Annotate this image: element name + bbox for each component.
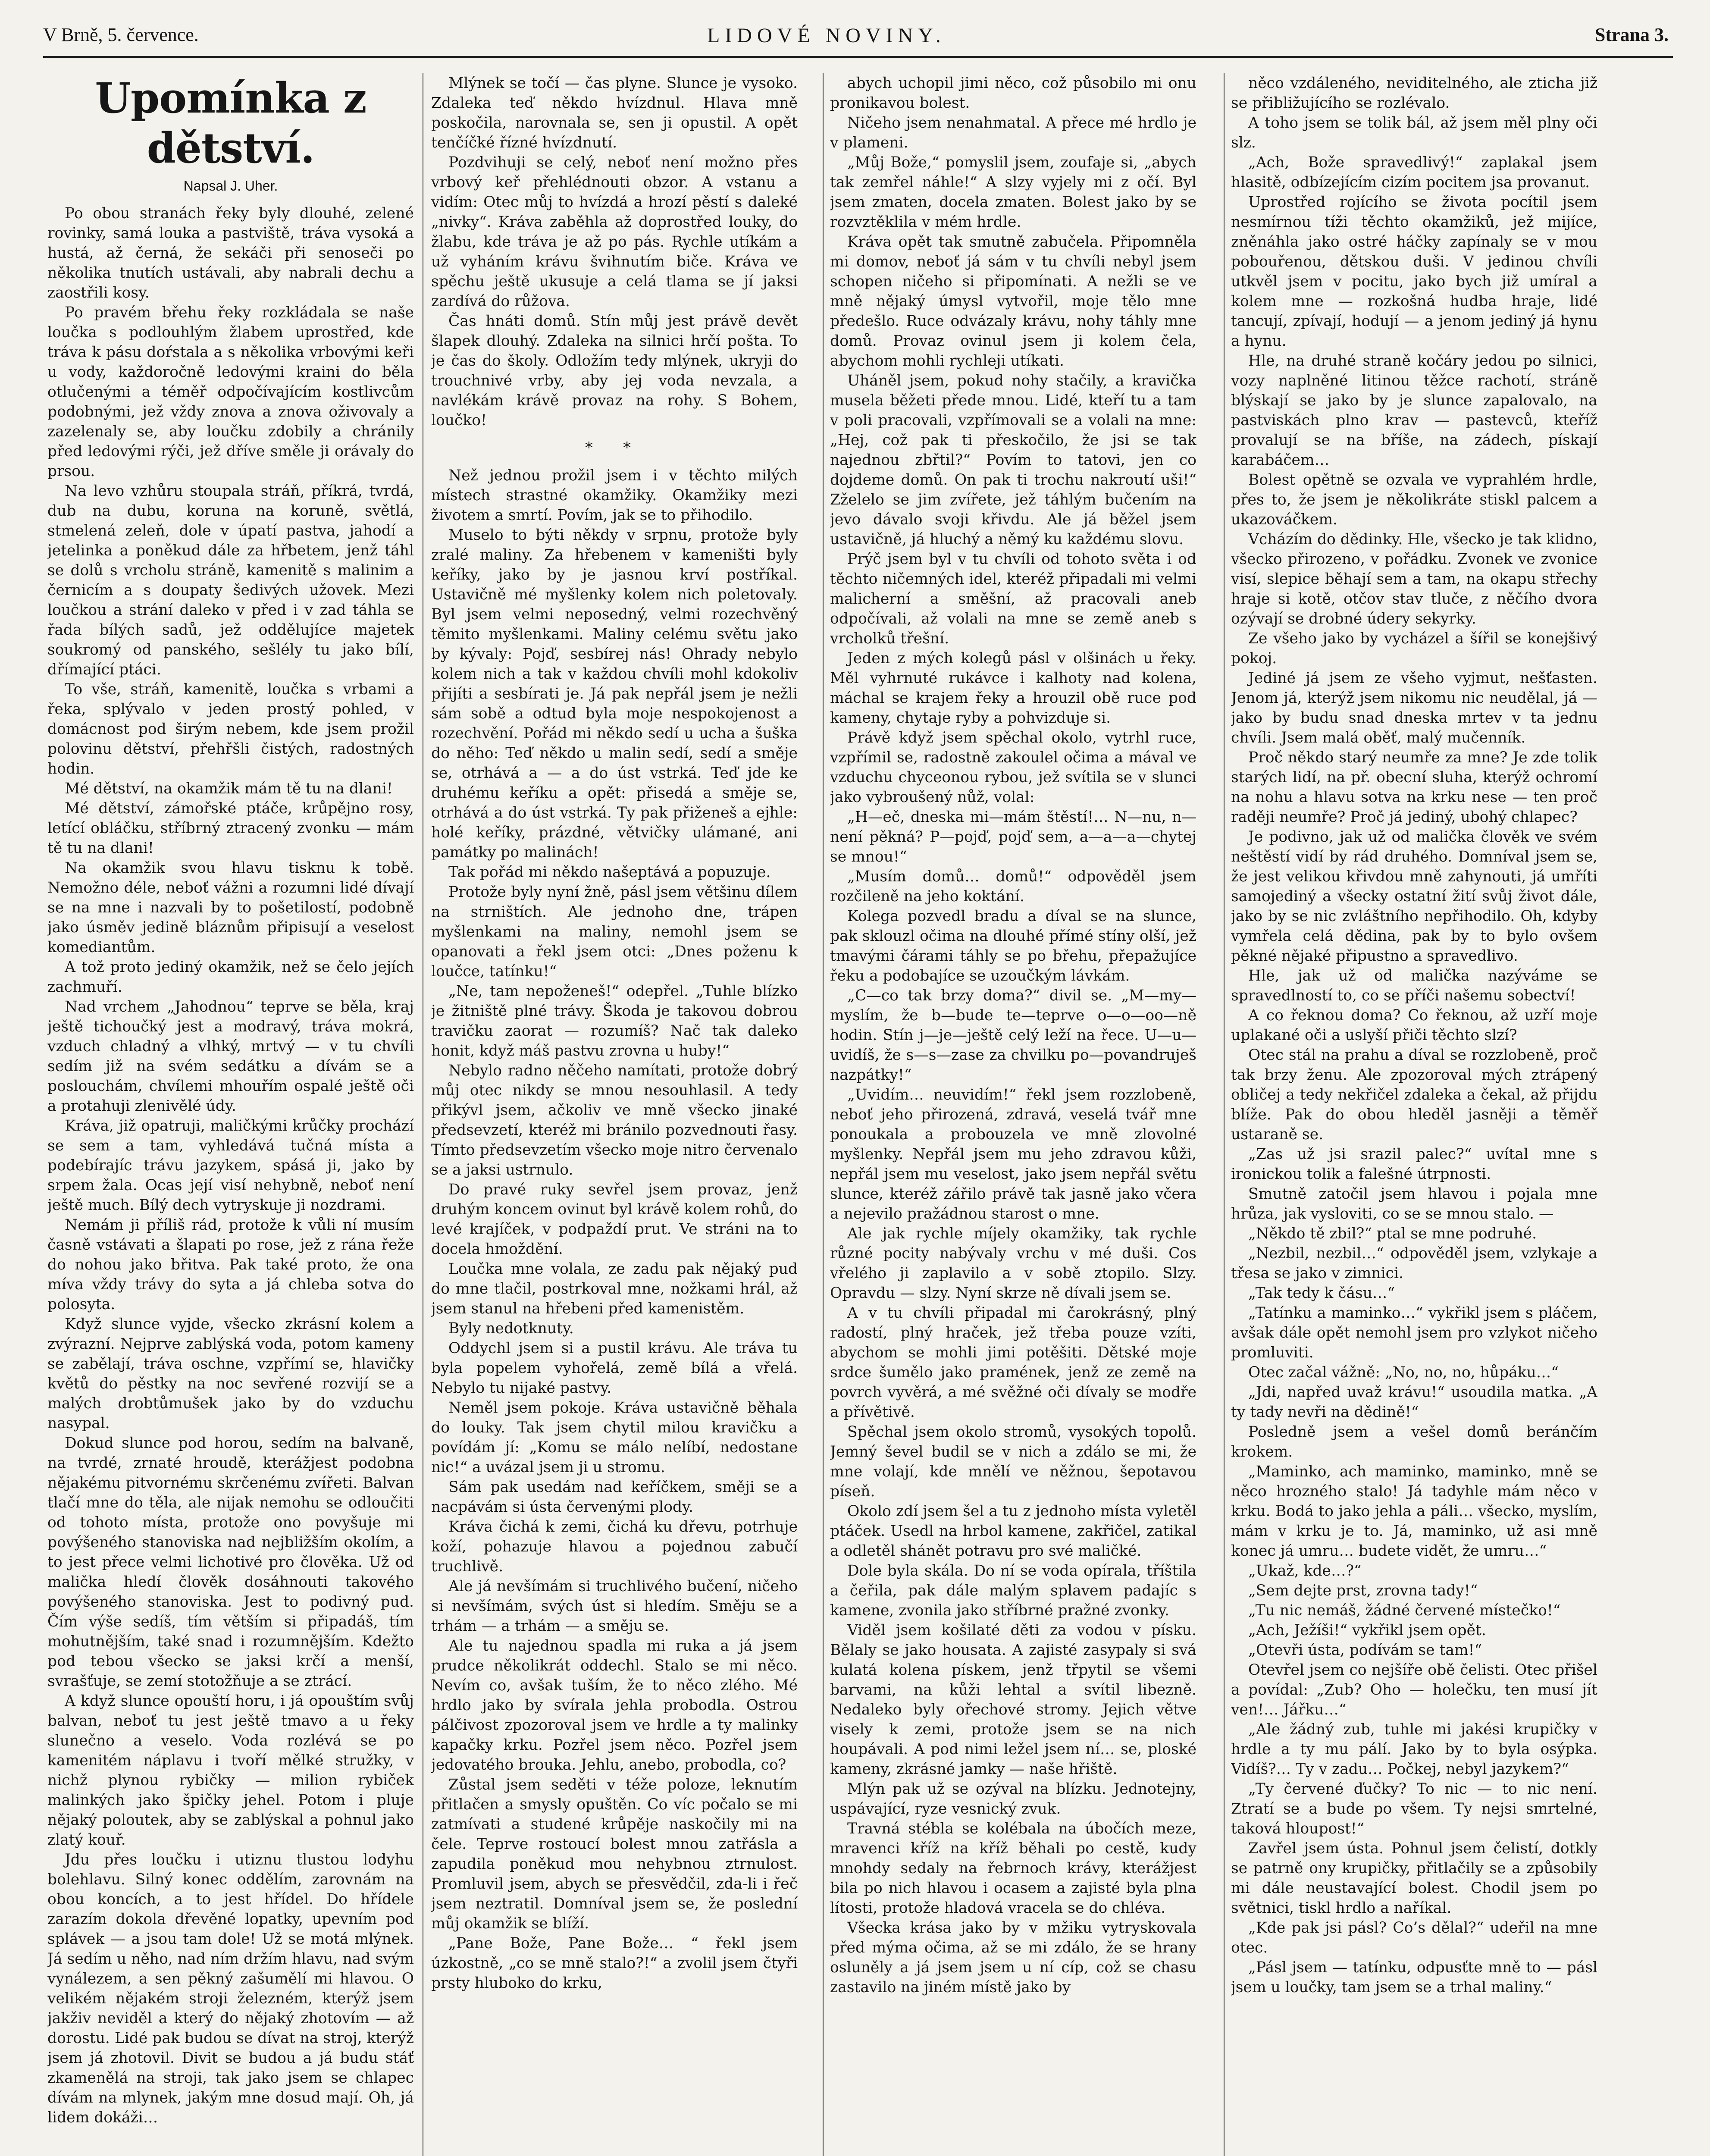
column-4	[1231, 73, 1597, 2156]
issue-date: V Brně, 5. července.	[43, 24, 199, 45]
article-paragraph: Uháněl jsem, pokud nohy stačily, a kravička musela běžeti přede mnou. Lidé, kteří tu a tam v poli pracovali, vzpřímovali se a volali na mne: „Hej, což pak ti přeskočilo, že jsi se tak najednou zbřtil?“ Povím to tatovi, jen co dojdeme domů. On pak ti trochu nakroutí uši!“ Zželelo se jim zvířete, jež táhlým bučením na jevo dávalo svoji křivdu. Ale já běžel jsem ustavičně, já hluchý a němý ku každému slovu.	[830, 372, 1196, 548]
article-paragraph: Kráva, již opatruji, maličkými krůčky prochází se sem a tam, vyhledává tučná místa a podebírajíc trávu jazykem, spásá ji, jako by srpem žala. Ocas její visí nehybně, neboť není ještě much. Bílý dech vytryskuje ji nozdrami.	[47, 1117, 414, 1214]
article-paragraph: „Můj Bože,“ pomyslil jsem, zoufaje si, „abych tak zemřel náhle!“ A slzy vyjely mi z očí. Byl jsem zmaten, docela zmaten. Bolest jako by se rozvztěklila v mém hrdle.	[830, 154, 1196, 231]
article-paragraph: „Pane Bože, Pane Bože… “ řekl jsem úzkostně, „co se mně stalo?!“ a zvolil jsem čtyři prsty hluboko do krku,	[431, 1935, 798, 1992]
article-paragraph: „Sem dejte prst, zrovna tady!“	[1248, 1582, 1478, 1599]
article-paragraph: A toho jsem se tolik bál, až jsem měl plny oči slz.	[1231, 114, 1597, 151]
article-paragraph: „Jdi, napřed uvaž krávu!“ usoudila matka. „A ty tady nevři na dědině!“	[1231, 1384, 1597, 1421]
article-paragraph: Posledně jsem a vešel domů beránčím krokem.	[1231, 1423, 1597, 1460]
article-paragraph: To vše, stráň, kamenitě, loučka s vrbami a řeka, splývalo v jeden prostý pohled, v domácnost pod širým nebem, kde jsem prožil polovinu dětství, přehřšli čistých, radostných hodin.	[47, 681, 414, 777]
article-paragraph: Kolega pozvedl bradu a díval se na slunce, pak sklouzl očima na dlouhé přímé stíny olší, jež tmavými čárami táhly se po břehu, přepažujíce řeku a podobajíce se uzoučkým lávkám.	[830, 908, 1196, 984]
article-paragraph: „Ty červené ďučky? To nic — to nic není. Ztratí se a bude po všem. Ty nejsi smrtelné, taková hloupost!“	[1231, 1780, 1597, 1837]
header-rule	[43, 56, 1673, 58]
article-paragraph: Mlýnek se točí — čas plyne. Slunce je vysoko. Zdaleka teď někdo hvízdnul. Hlava mně poskočila, narovnala se, sen ji opustil. A opět tenčíčké řízné hvízdnutí.	[431, 75, 798, 151]
article-paragraph: Nemám ji příliš rád, protože k vůli ní musím časně vstávati a šlapati po rose, jež z rána řeže do nohou jako břitva. Pak také proto, že ona míva vždy trávy do syta a já chleba sotva do polosyta.	[47, 1216, 414, 1313]
article-title: Upomínka z dětství.	[95, 74, 366, 172]
article-paragraph: Mé dětství, zámořské ptáče, krůpějno rosy, letící obláčku, stříbrný ztracený zvonku — mám tě tu na dlani!	[47, 800, 414, 857]
article-paragraph: „Tak tedy k čásu…“	[1248, 1285, 1395, 1302]
column-2	[431, 73, 798, 2156]
article-paragraph: Kráva čichá k zemi, čichá ku dřevu, potrhuje koží, pohazuje hlavou a pojednou zabučí truchlivě.	[431, 1518, 798, 1575]
article-paragraph: Čas hnáti domů. Stín můj jest právě devět šlapek dlouhý. Zdaleka na silnici hrčí pošta. To je čas do školy. Odložím tedy mlýnek, ukryji do trouchnivé vrby, aby jej voda nevzala, a navlékám krávě provaz na rohy. S Bohem, loučko!	[431, 313, 798, 429]
article-paragraph: „Někdo tě zbil?“ ptal se mne podruhé.	[1248, 1225, 1537, 1242]
article-paragraph: „Uvidím… neuvidím!“ řekl jsem rozzlobeně, neboť jeho přirozená, zdravá, veselá tvář mne ponoukala a probouzela ve mně zlovolné myšlenky. Nepřál jsem mu jeho zdravou kůži, nepřál jsem mu veselost, jako jsem nepřál světu slunce, kteréž zářilo právě tak jasně jako včera a nejevilo pražádnou starost o mne.	[830, 1086, 1196, 1222]
article-paragraph: „Pásl jsem — tatínku, odpusťte mně to — pásl jsem u loučky, tam jsem se a trhal maliny.“	[1231, 1959, 1597, 1996]
article-paragraph: Ale já nevšímám si truchlivého bučení, ničeho si nevšímám, svých úst si hledím. Směju se a trhám — a trhám — a směju se.	[431, 1578, 798, 1635]
article-paragraph: Nad vrchem „Jahodnou“ teprve se běla, kraj ještě tichoučký jest a modravý, tráva mokrá, vzduch chladný a vlhký, mrtvý — v tu chvíli sedím již na svém sedátku a dívám se a poslouchám, chvílemi mhouřím ospalé ještě oči a protahuji zlenivělé údy.	[47, 998, 414, 1115]
article-paragraph: Okolo zdí jsem šel a tu z jednoho místa vyletěl ptáček. Usedl na hrbol kamene, zakřičel, zatikal a odletěl shánět potravu pro své maličké.	[830, 1503, 1196, 1560]
article-paragraph: Nebylo radno něčeho namítati, protože dobrý můj otec nikdy se mnou nesouhlasil. A tedy přikývl jsem, ačkoliv ve mně všecko jinaké předsevzetí, kteréž mi bránilo pozvednouti řasy. Tímto předsevzetím všecko moje nitro červenalo se a jaksi ustrnulo.	[431, 1062, 798, 1178]
article-paragraph: Ničeho jsem nenahmatal. A přece mé hrdlo je v plameni.	[830, 114, 1196, 151]
article-paragraph: Jediné já jsem ze všeho vyjmut, nešťasten. Jenom já, kterýž jsem nikomu nic neudělal, já — jako by budu snad dneska mrtev v ta jednu chvíli. Jsem malá oběť, malý mučenník.	[1231, 670, 1597, 746]
article-paragraph: „Otevři ústa, podívám se tam!“	[1248, 1642, 1482, 1659]
page-header	[43, 24, 1710, 58]
article-paragraph: Protože byly nyní žně, pásl jsem většinu dílem na strništích. Ale jednoho dne, trápen myšlenkami na maliny, nemohl jsem se opanovati a řekl jsem otci: „Dnes poženu k loučce, tatínku!“	[431, 884, 798, 980]
article-paragraph: Kráva opět tak smutně zabučela. Připomněla mi domov, neboť já sám v tu chvíli nebyl jsem schopen ničeho si připomínati. A nežli se ve mně nějaký úmysl vytvořil, moje tělo mne předešlo. Ruce odvázaly krávu, nohy táhly mne domů. Provaz ovinul jsem ji kolem čela, abychom mohli rychleji utíkati.	[830, 233, 1196, 370]
article-paragraph: abych uchopil jimi něco, což působilo mi onu pronikavou bolest.	[830, 75, 1196, 112]
page-number: Strana 3.	[1594, 24, 1669, 45]
article-paragraph: A tož proto jediný okamžik, než se čelo jejích zachmuří.	[47, 959, 414, 996]
article-paragraph: Ale tu najednou spadla mi ruka a já jsem prudce několikrát oddechl. Stalo se mi něco. Nevím co, avšak tuším, že to něco zlého. Mé hrdlo jako by svírala jehla probodla. Ostrou pálčivost zpozoroval jsem ve hrdle a ty malinky kapačky krku. Pozřel jsem něco. Pozřel jsem jedovatého brouka. Jehlu, anebo, probodla, co?	[431, 1637, 798, 1774]
article-paragraph: Mlýn pak už se ozýval na blízku. Jednotejny, uspávající, ryze vesnický zvuk.	[830, 1780, 1196, 1818]
article-paragraph: Ze všeho jako by vycházel a šířil se konejšivý pokoj.	[1231, 630, 1597, 667]
article-paragraph: „Ukaž, kde…?“	[1248, 1562, 1362, 1579]
article-paragraph: Otec stál na prahu a díval se rozzlobeně, proč tak brzy ženu. Ale zpozoroval mých ztrápený obličej a tedy nekřičel zdaleka a čekal, až přijdu blíže. Pak do obou hleděl jasněji a těměř ustaraně se.	[1231, 1047, 1597, 1143]
article-paragraph: Jdu přes loučku i utiznu tlustou lodyhu bolehlavu. Silný konec oddělím, zarovnám na obou koncích, a to jest hřídel. Do hřídele zarazím dokola dřevěné lopatky, upevním pod splávek — a jsou tam dole! Už se motá mlýnek. Já sedím u něho, nad ním držím hlavu, nad svým vynálezem, a sen pěkný zašumělí mi hlavou. O velikém nějakém stroji železném, kterýž jsem jakživ neviděl a který do nějaký zhotovím — až dorostu. Lidé pak budou se dívat na stroj, kterýž jsem já zhotovil. Divit se budou a já budu stáť zkamenělá na stroji, tak jako jsem se chlapec dívám na mlynek, jakým mne dosud mají. Oh, já lidem dokáži…	[47, 1851, 414, 2126]
article-paragraph: Neměl jsem pokoje. Kráva ustavičně běhala do louky. Tak jsem chytil milou kravičku a povídám jí: „Komu se málo nelíbí, nedostane nic!“ a uvázal jsem ji u stromu.	[431, 1399, 798, 1476]
article-paragraph: A co řeknou doma? Co řeknou, až uzří moje uplakané oči a uslyší přiči těchto slzí?	[1231, 1007, 1597, 1044]
column-1	[47, 73, 414, 2156]
article-paragraph: Byly nedotknuty.	[448, 1320, 574, 1337]
article-paragraph: Když slunce vyjde, všecko zkrásní kolem a zvýrazní. Nejprve zablýská voda, potom kameny se zabělají, tráva oschne, vzpřímí se, hlavičky květů do pěstky na noc sevřené rozvijí se a malých drobtůmušek jako by do vzduchu nasypal.	[47, 1316, 414, 1432]
article-paragraph: Na levo vzhůru stoupala stráň, příkrá, tvrdá, dub na dubu, koruna na koruně, světlá, stmelená zeleň, dole v úpatí pastva, jahodí a jetelinka a poněkud dále za hřbetem, jenž táhl se dolů s vrcholu stráně, kamenitě s malinim a černicím a s doupaty šedivých užovek. Mezi loučkou a strání daleko v před i v zad táhla se řada bílých sadů, jež oddělujíce majetek soukromý od panského, sešlély tu jako bílí, dřímající ptáci.	[47, 483, 414, 678]
article-paragraph: Sám pak usedám nad keříčkem, směji se a nacpávám si ústa červenými plody.	[431, 1479, 798, 1516]
column-3	[830, 73, 1196, 2156]
article-paragraph: „Tu nic nemáš, žádné červené místečko!“	[1248, 1602, 1561, 1619]
article-paragraph: Travná stébla se kolébala na úbočích meze, mravenci kříž na kříž běhali po cestě, kudy mnohdy sedaly na řebrnoch krávy, kterážjest bila po nich hlavou i ocasem a zajisté byla plna lítosti, protože hladová vracela se do chléva.	[830, 1820, 1196, 1917]
article-paragraph: Vcházím do dědinky. Hle, všecko je tak klidno, všecko přirozeno, v pořádku. Zvonek ve zvonice visí, slepice běhají sem a tam, na okapu střechy hraje si kotě, otčov stav tluče, z něčího dvora ozývají se drobné údery sekyrky.	[1231, 531, 1597, 627]
article-paragraph: „Maminko, ach maminko, maminko, mně se něco hrozného stalo! Já tadyhle mám něco v krku. Bodá to jako jehla a páli… všecko, myslím, mám v krku je to. Já, maminko, už asi mně konec já umru… budete vidět, že umru…“	[1231, 1463, 1597, 1560]
article-paragraph: Otec začal vážně: „No, no, no, hůpáku…“	[1248, 1364, 1559, 1381]
article-paragraph: Viděl jsem košilaté děti za vodou v písku. Bělaly se jako housata. A zajisté zasypaly si svá kulatá kolena pískem, jenž třpytil se všemi barvami, na kůži lehtal a svítil libezně. Nedaleko byly ořechové stromy. Jejich větve visely k zemi, protože jsem se na nich houpávali. A pod nimi ležel jsem ní… se, ploské kameny, zkrásné jamky — naše hřiště.	[830, 1622, 1196, 1778]
article-paragraph: Na okamžik svou hlavu tisknu k tobě. Nemožno déle, neboť vážni a rozumni lidé dívají se na mne i nazvali by to pošetilostí, podobně jako úsměv jedině bláznům připisují a veselost komediantům.	[47, 859, 414, 956]
article-paragraph: Otevřel jsem co nejšíře obě čelisti. Otec přišel a povídal: „Zub? Oho — holečku, ten musí jít ven!… Jářku…“	[1231, 1661, 1597, 1718]
article-paragraph: „Ne, tam nepoženeš!“ odepřel. „Tuhle blízko je žitniště plné trávy. Škoda je takovou dobrou travičku zaorat — rozumíš? Nač tak daleko honit, když máš pastvu zrovna u huby!“	[431, 983, 798, 1059]
article-paragraph: Spěchal jsem okolo stromů, vysokých topolů. Jemný ševel budil se v nich a zdálo se mi, že mne volají, kde mnělí ve něžnou, šepotavou píseň.	[830, 1423, 1196, 1500]
article-paragraph: Právě když jsem spěchal okolo, vytrhl ruce, vzpřímil se, radostně zakoulel očima a mával ve vzduchu chyceonou rybou, jež svítila se v slunci jako vybroušený nůž, volal:	[830, 729, 1196, 806]
article-paragraph: Ale jak rychle míjely okamžiky, tak rychle různé pocity nabývaly vrchu v mé duši. Cos vřelého ji zaplavilo a v sobě ztopilo. Slzy. Opravdu — slzy. Nyní skrze ně dívali jsem se.	[830, 1225, 1196, 1302]
article-paragraph: Prýč jsem byl v tu chvíli od tohoto světa i od těchto ničemných idel, kteréž připadali mi velmi malicherní a směšní, až pracovali aneb odpočívali, až volali na mne se země aneb s vrcholků třešní.	[830, 551, 1196, 647]
article-paragraph: Je podivno, jak už od malička člověk ve svém neštěstí vidí by rád druhého. Domníval jsem se, že jest velikou křivdou mně zahynouti, já umříti samojediný a všecky ostatní žití svůj život dále, jako by se nic zvláštního nepřihodilo. Oh, kdyby vymřela celá dědina, pak by to bylo ovšem pěkné nějaké připustno a spravedlivo.	[1231, 828, 1597, 965]
article-paragraph: Smutně zatočil jsem hlavou i pojala mne hrůza, jak vysloviti, co se se mnou stalo. —	[1231, 1185, 1597, 1222]
article-paragraph: A v tu chvíli připadal mi čarokrásný, plný radostí, plný hraček, jež třeba pouze vzíti, abychom se mohli jimi potěšiti. Dětské moje srdce šumělo jako pramének, jenž ze země na povrch vyvěrá, a mé svěžné oči dívaly se modře a přívětivě.	[830, 1304, 1196, 1421]
section-separator: * *	[585, 439, 644, 457]
article-paragraph: Po obou stranách řeky byly dlouhé, zelené rovinky, samá louka a pastviště, tráva vysoká a hustá, až černá, že sekáči při senoseči po několika tnutích ustávali, aby nabrali dechu a zaostřili kosy.	[47, 205, 414, 301]
article-paragraph: Dokud slunce pod horou, sedím na balvaně, na tvrdé, zrnaté hroudě, kterážjest podobna nějakému pitvornému skrčenému zvířeti. Balvan tlačí mne do těla, ale nijak nemohu se odloučiti od tohoto místa, protože ono povyšuje mi povýšeného stanoviska nad nejbližším okolím, a to jest přece velmi lichotivé pro člověka. Už od malička hledí člověk dosáhnouti takového povýšeného stanoviska. Jest to podivný pud. Čím výše sedíš, tím větším si připadáš, tím mohutnějším, také snad i rozumnějším. Kdežto pod tebou všecko se jaksi krčí a menší, svrašťuje, se zemí stotožňuje a se ztrácí.	[47, 1435, 414, 1690]
article-paragraph: Hle, na druhé straně kočáry jedou po silnici, vozy naplněné litinou těžce rachotí, stráně blýskají se jako by je slunce zapalovalo, na pastviskách plno krav — pastevců, kteříž provalují se na bříše, na zádech, pískají karabáčem…	[1231, 352, 1597, 469]
article-paragraph: „Kde pak jsi pásl? Co’s dělal?“ udeřil na mne otec.	[1231, 1919, 1597, 1956]
article-paragraph: Proč někdo starý neumře za mne? Je zde tolik starých lidí, na př. obecní sluha, kterýž ochromí na nohu a hlavu sotva na krku nese — ten proč raději neumře? Proč já jediný, ubohý chlapec?	[1231, 749, 1597, 826]
article-paragraph: A když slunce opouští horu, i já opouštím svůj balvan, neboť tu jest ještě tmavo a u řeky slunečno a veselo. Voda rozlévá se po kamenitém náplavu i tvoří mělké stružky, v nichž plynou rybičky — milion rybiček malinkých jako špičky jehel. Potom i pluje nějaký poloutek, aby se zablýskal a pohnul jako zlatý kouř.	[47, 1692, 414, 1849]
article-paragraph: Zavřel jsem ústa. Pohnul jsem čelistí, dotkly se patrně ony krupičky, přitlačily se a způsobily mi dále neustavající bolest. Chodil jsem po světnici, tiskl hrdlo a naříkal.	[1231, 1840, 1597, 1917]
article-paragraph: „Zas už jsi srazil palec?“ uvítal mne s ironickou tolik a falešné útrpnosti.	[1231, 1146, 1597, 1183]
article-paragraph: Po pravém břehu řeky rozkládala se naše loučka s podlouhlým žlabem uprostřed, kde tráva k pásu doŕstala a s několika vrbovými keři u vody, každoročně ledovými kraini do běla otlučenými a téměř odpočívajícím kostlivcům podobnými, jež vždy znova a znova oživovaly a zazelenaly se, aby loučku zdobily a chránily před ledovými rýči, jež dříve směle ji orávaly do prsou.	[47, 304, 414, 480]
article-paragraph: „Nezbil, nezbil…“ odpověděl jsem, vzlykaje a třesa se jako v zimnici.	[1231, 1245, 1597, 1282]
article-paragraph: Zůstal jsem seděti v téže poloze, leknutím přitlačen a smysly opuštěn. Co víc počalo se mi zatmívati a studené krůpěje naskočily mi na čele. Teprve rostoucí bolest mnou zatřásla a zapudila poněkud mou nehybnou ztrnulost. Promluvil jsem, abych se přesvědčil, zda-li i řeč jsem neztratil. Domníval jsem se, že poslední můj okamžik se blíží.	[431, 1776, 798, 1932]
article-paragraph: Oddychl jsem si a pustil krávu. Ale tráva tu byla popelem vyhořelá, země bílá a vřelá. Nebylo tu nijaké pastvy.	[431, 1340, 798, 1397]
article-paragraph: „Tatínku a maminko…“ vykřikl jsem s pláčem, avšak dále opět nemohl jsem pro vzlykot ničeho promluviti.	[1231, 1304, 1597, 1361]
article-paragraph: „Ach, Bože spravedlivý!“ zaplakal jsem hlasitě, odbízejícím cizím pocitem jsa provanut.	[1231, 154, 1597, 191]
article-paragraph: Jeden z mých kolegů pásl v olšinách u řeky. Měl vyhrnuté rukávce i kalhoty nad kolena, máchal se krajem řeky a hrouzil obě ruce pod kameny, chytaje ryby a pohvizduje si.	[830, 650, 1196, 727]
article-paragraph: Bolest opětně se ozvala ve vyprahlém hrdle, přes to, že jsem je několikráte stiskl palcem a ukazováčkem.	[1231, 471, 1597, 528]
article-paragraph: Loučka mne volala, ze zadu pak nějaký pud do mne tlačil, postrkoval mne, nožkami hrál, až jsem stanul na hřebeni před kamenistěm.	[431, 1260, 798, 1317]
article-paragraph: „H—eč, dneska mi—mám štěstí!… N—nu, n—není pěkná? P—pojď, pojď sem, a—a—a—chytej se mnou!“	[830, 808, 1196, 865]
article-paragraph: Uprostřed rojícího se života pocítil jsem nesmírnou tíži těchto okamžiků, jež mijíce, zněnáhla jako ostré háčky zapínaly se v mou pobouřenou, dětskou duši. V jedinou chvíli utkvěl jsem v pocitu, jako bych již umíral a kolem mne — rozkošná hudba hraje, lidé tancují, zpívají, hodují — a jenom jediný já hynu a hynu.	[1231, 194, 1597, 350]
article-paragraph: Než jednou prožil jsem i v těchto milých místech strastné okamžiky. Okamžiky mezi životem a smrtí. Povím, jak se to přihodilo.	[431, 467, 798, 524]
article-paragraph: „Ale žádný zub, tuhle mi jakési krupičky v hrdle a ty mu pálí. Jako by to byla osýpka. Vidíš?… Ty v zadu… Počkej, nebyl jazykem?“	[1231, 1721, 1597, 1778]
article-paragraph: něco vzdáleného, neviditelného, ale zticha již se přibližujícího se rozlévalo.	[1231, 75, 1597, 112]
article-paragraph: „C—co tak brzy doma?“ divil se. „M—my—myslím, že b—bude te—teprve o—o—oo—ně hodin. Stín j—je—ještě celý leží na řece. U—u—uvidíš, že s—s—zase za chvilku po—povandruješ nazpátky!“	[830, 987, 1196, 1084]
column-divider	[823, 73, 824, 2156]
article-paragraph: Mé dětství, na okamžik mám tě tu na dlani!	[65, 780, 393, 797]
article-paragraph: Dole byla skála. Do ní se voda opírala, tříštila a čeřila, pak dále malým splavem padajíc s kamene, zvonila jako stříbrné pražné zvonky.	[830, 1562, 1196, 1619]
column-divider	[1224, 73, 1225, 2156]
article-paragraph: „Ach, Ježíši!“ vykřikl jsem opět.	[1248, 1622, 1486, 1639]
article-paragraph: Muselo to býti někdy v srpnu, protože byly zralé maliny. Za hřebenem v kameništi byly keříky, jako by je jasnou krví postříkal. Ustavičně mé myšlenky kolem nich poletovaly. Byl jsem velmi neposedný, velmi rozechvěný těmito myšlenkami. Maliny celému světu jako by kývaly: Pojď, sesbírej nás! Ohrady nebylo kolem nich a tak v každou chvíli mohl kdokoliv přijíti a sesbírati je. Já pak nepřál jsem je nežli sám sobě a odtud byla moje nespokojenost a rozechvění. Pořád mi někdo sedí u ucha a šuška do něho: Teď někdo u malin sedí, sedí a směje se, otrhává a — a do úst vstrká. Teď jde ke druhému keříku a opět: přisedá a směje se, otrhává a do úst vstrká. Ty pak přiženeš a ejhle: holé keříky, prázdné, větvičky ulámané, ani památky po malinách!	[431, 526, 798, 861]
article-paragraph: Pozdvihuji se celý, neboť není možno přes vrbový keř přehlédnouti obzor. A vstanu a vidím: Otec můj to hvízdá a hrozí pěstí s daleké „nivky“. Kráva zaběhla až doprostřed louky, do žlabu, kde tráva je až po pás. Rychle utíkám a už vyháním krávu švihnutím biče. Kráva ve spěchu ještě ukusuje a celá tlama se jí jaksi zardívá do růžova.	[431, 154, 798, 310]
article-author: Napsal J. Uher.	[183, 178, 278, 194]
article-paragraph: Všecka krása jako by v mžiku vytryskovala před mýma očima, až se mi zdálo, že se hrany osluněly a já jsem jsem u ní cíp, což se chasu zastavilo na jiném místě jako by	[830, 1919, 1196, 1996]
article-paragraph: Do pravé ruky sevřel jsem provaz, jenž druhým koncem ovinut byl krávě kolem rohů, do levé krajíček, v podpaždí prut. Ve stráni na to docela hmoždění.	[431, 1181, 798, 1258]
article-paragraph: Hle, jak už od malička nazýváme se spravedlností to, co se příči našemu sobectví!	[1231, 967, 1597, 1004]
article-paragraph: „Musím domů… domů!“ odpověděl jsem rozčileně na jeho koktání.	[830, 868, 1196, 905]
newspaper-name: LIDOVÉ NOVINY.	[707, 24, 946, 47]
article-paragraph: Tak pořád mi někdo našeptává a popuzuje.	[448, 864, 771, 881]
